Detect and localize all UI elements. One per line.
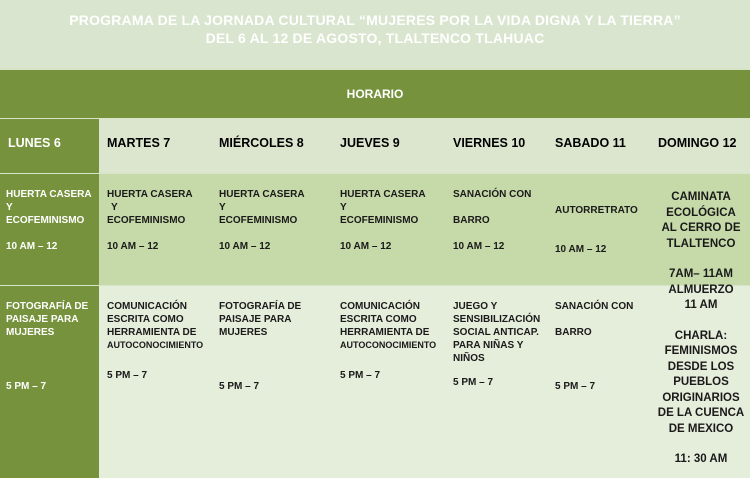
day-martes: MARTES 7 xyxy=(107,136,171,150)
activity-line: ECOFEMINISMO xyxy=(340,215,419,226)
activity-line: AUTOCONOCIMIENTO xyxy=(340,340,437,350)
activity-time: 5 PM – 7 xyxy=(555,381,596,392)
activity-line: SANACIÓN CON xyxy=(453,189,532,200)
schedule-header: HORARIO xyxy=(0,70,750,118)
activity-line: DESDE LOS xyxy=(667,360,735,373)
activity-line: HUERTA CASERA xyxy=(219,189,305,200)
day-lunes: LUNES 6 xyxy=(8,136,61,150)
morning-sabado xyxy=(555,204,650,256)
morning-martes xyxy=(107,188,212,253)
title-line-1: PROGRAMA DE LA JORNADA CULTURAL “MUJERES POR LA VIDA DIGNA Y LA TIERRA” xyxy=(69,12,681,28)
activity-time: 5 PM – 7 xyxy=(219,381,260,392)
day-domingo: DOMINGO 12 xyxy=(658,136,737,150)
activity-line: ECOLÓGICA xyxy=(666,206,736,219)
activity-line: PAISAJE PARA xyxy=(219,314,292,325)
evening-sabado xyxy=(555,300,650,393)
activity-line: ALMUERZO xyxy=(668,283,734,296)
program-title xyxy=(0,0,750,68)
activity-line: AL CERRO DE xyxy=(661,222,741,234)
activity-line: PUEBLOS xyxy=(673,376,729,388)
activity-line: SOCIAL ANTICAP. xyxy=(453,327,539,338)
day-jueves: JUEVES 9 xyxy=(340,136,400,150)
day-sabado: SABADO 11 xyxy=(555,136,626,150)
evening-lunes xyxy=(6,300,98,393)
activity-line: NIÑOS xyxy=(453,353,485,364)
morning-viernes xyxy=(453,188,548,253)
activity-line: ECOFEMINISMO xyxy=(107,215,186,226)
activity-line: Y xyxy=(111,202,118,213)
activity-time: 10 AM – 12 xyxy=(107,241,159,252)
activity-line: AUTORRETRATO xyxy=(555,205,638,216)
activity-line: SENSIBILIZACIÓN xyxy=(453,314,541,325)
activity-line: COMUNICACIÓN xyxy=(107,301,187,312)
activity-line: TLALTENCO xyxy=(666,237,736,250)
title-line-2: DEL 6 AL 12 DE AGOSTO, TLALTENCO TLAHUAC xyxy=(205,30,545,46)
activity-time: 5 PM – 7 xyxy=(453,377,494,388)
activity-line: MUJERES xyxy=(219,327,268,338)
morning-jueves xyxy=(340,188,445,253)
activity-line: JUEGO Y xyxy=(453,301,498,312)
day-miercoles: MIÉRCOLES 8 xyxy=(219,136,304,150)
activity-line: ORIGINARIOS xyxy=(662,391,740,404)
activity-line: Y xyxy=(6,202,13,213)
activity-time: 11 AM xyxy=(684,299,718,311)
activity-time: 5 PM – 7 xyxy=(6,381,47,392)
activity-line: FEMINISMOS xyxy=(664,345,738,357)
activity-line: MUJERES xyxy=(6,327,55,338)
activity-line: SANACIÓN CON xyxy=(555,301,634,312)
activity-line: PAISAJE PARA xyxy=(6,314,79,325)
activity-line: CHARLA: xyxy=(674,329,728,342)
activity-line: ECOFEMINISMO xyxy=(6,215,85,226)
evening-viernes xyxy=(453,300,553,389)
activity-line: ESCRITA COMO xyxy=(340,314,417,325)
activity-time: 5 PM – 7 xyxy=(340,370,381,381)
activity-line: PARA NIÑAS Y xyxy=(453,340,524,351)
activity-line: AUTOCONOCIMIENTO xyxy=(107,340,204,350)
activity-time: 10 AM – 12 xyxy=(6,241,58,252)
evening-miercoles xyxy=(219,300,331,393)
activity-line: FOTOGRAFÍA DE xyxy=(219,301,302,312)
activity-line: COMUNICACIÓN xyxy=(340,301,420,312)
activity-time: 10 AM – 12 xyxy=(555,244,607,255)
activity-time: 10 AM – 12 xyxy=(453,241,505,252)
activity-line: HERRAMIENTA DE xyxy=(107,327,197,338)
activity-time: 5 PM – 7 xyxy=(107,370,148,381)
activity-line: CAMINATA xyxy=(671,191,731,203)
day-viernes: VIERNES 10 xyxy=(453,136,526,150)
activity-line: HERRAMIENTA DE xyxy=(340,327,430,338)
activity-line: Y xyxy=(340,202,347,213)
activity-line: ECOFEMINISMO xyxy=(219,215,298,226)
evening-jueves xyxy=(340,300,450,382)
activity-time: 10 AM – 12 xyxy=(340,241,392,252)
activity-line: HUERTA CASERA xyxy=(107,189,193,200)
activity-line: HUERTA CASERA xyxy=(6,189,92,200)
morning-lunes xyxy=(6,188,98,253)
activity-line: ESCRITA COMO xyxy=(107,314,184,325)
morning-miercoles xyxy=(219,188,331,253)
activity-line: BARRO xyxy=(453,215,490,226)
domingo-program xyxy=(652,190,750,468)
activity-line: FOTOGRAFÍA DE xyxy=(6,301,89,312)
activity-time: 7AM– 11AM xyxy=(669,268,733,280)
activity-line: Y xyxy=(219,202,226,213)
activity-line: DE MEXICO xyxy=(668,422,734,435)
activity-time: 10 AM – 12 xyxy=(219,241,271,252)
activity-line: BARRO xyxy=(555,327,592,338)
activity-line: DE LA CUENCA xyxy=(657,407,745,419)
evening-martes xyxy=(107,300,217,382)
activity-time: 11: 30 AM xyxy=(674,453,728,465)
activity-line: HUERTA CASERA xyxy=(340,189,426,200)
